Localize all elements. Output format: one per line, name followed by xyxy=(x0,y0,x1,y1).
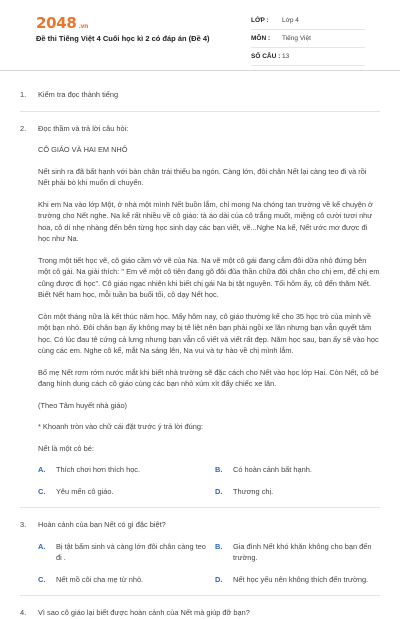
option-text: Nết mồ côi cha mẹ từ nhỏ. xyxy=(56,574,144,584)
header xyxy=(0,0,400,71)
divider xyxy=(20,111,380,112)
option-text: Bị tật bẩm sinh và càng lớn đôi chân càng teo đi . xyxy=(56,541,206,562)
question-3-content xyxy=(38,541,380,586)
logo-sub: .vn xyxy=(78,23,89,30)
divider xyxy=(20,507,380,508)
answer-options xyxy=(38,464,380,497)
option-text: Yêu mến cô giáo. xyxy=(56,486,114,496)
option-text: Nết học yếu nên không thích đến trường. xyxy=(233,574,369,584)
story-paragraph: Nết sinh ra đã bất hạnh với bàn chân trái thiếu ba ngón. Càng lớn, đôi chân Nết lại càng teo đi và rồi Nết phải bò khi muốn di chuyển. xyxy=(38,166,367,187)
question-1 xyxy=(20,89,380,101)
question-number: 1. xyxy=(20,90,27,99)
meta-key: SỐ CÂU : xyxy=(251,53,281,60)
question-number: 4. xyxy=(20,608,27,617)
question-3 xyxy=(20,519,380,531)
meta-value: Tiếng Việt xyxy=(282,35,311,42)
answer-option-d[interactable] xyxy=(215,486,388,498)
divider xyxy=(20,595,380,596)
option-text: Thích chơi hơn thích học. xyxy=(56,465,141,474)
option-letter: B. xyxy=(215,541,223,551)
sub-question: Nết là một cô bé: xyxy=(38,443,94,453)
meta-value: 13 xyxy=(282,53,290,60)
story-title: CÔ GIÁO VÀ HAI EM NHỎ xyxy=(38,145,128,154)
option-letter: C. xyxy=(38,574,46,584)
answer-option-c[interactable] xyxy=(38,486,211,498)
question-number: 3. xyxy=(20,520,27,529)
option-text: Thương chị. xyxy=(233,486,274,496)
meta-row-class xyxy=(251,12,365,30)
option-letter: D. xyxy=(215,486,223,496)
question-text: Kiểm tra đọc thành tiếng xyxy=(38,90,119,99)
story-paragraph: Trong một tiết học vẽ, cô giáo cầm vở vẽ của Na. Na vẽ một cô gái đang cắm đôi dữa nhỏ đứng bên một cô gái. Na giải thích: " Em vẽ một cô tiên đang gõ đôi đũa thần chữa đôi chân cho chị em, để chị em cũng được đi học". Cô giáo ngạc nhiên khi biết chị gái Na bị tật nguyền. Tối hôm ấy, cô đến thăm Nết. Biết Nết ham học, mỗi tuần ba buổi tối, cô dạy Nết học. xyxy=(38,255,380,299)
option-text: Có hoàn cảnh bất hạnh. xyxy=(233,465,312,474)
site-logo[interactable] xyxy=(36,14,88,32)
answer-option-a[interactable] xyxy=(38,541,211,564)
meta-key: LỚP : xyxy=(251,17,269,24)
meta-row-subject xyxy=(251,30,365,48)
question-4 xyxy=(20,607,380,619)
answer-option-c[interactable] xyxy=(38,574,211,586)
option-letter: A. xyxy=(38,465,46,474)
exam-title: Đề thi Tiếng Việt 4 Cuối học kì 2 có đáp án (Đề 4) xyxy=(36,34,210,43)
instruction: * Khoanh tròn vào chữ cái đặt trước ý trả lời đúng: xyxy=(38,422,204,431)
answer-option-a[interactable] xyxy=(38,464,211,476)
question-2 xyxy=(20,123,380,135)
story-paragraph: Còn một tháng nữa là kết thúc năm học. Mấy hôm nay, cô giáo thường kể cho 35 học trò của mình về một bạn nhỏ. Đôi chân bạn ấy không may bị tê liệt nên bạn phải ngồi xe lăn nhưng bạn vẫn quyết tâm học. Có lúc đau tê cứng cả lưng nhưng bạn vẫn cố viết và viết rất đẹp. Năm học sau, bạn ấy sẽ vào học cùng các em. Nghe cô kể, mắt Na sáng lên, Na vui và tự hào về chị mình lắm. xyxy=(38,311,379,355)
question-text: Vì sao cô giáo lại biết được hoàn cảnh của Nết mà giúp đỡ bạn? xyxy=(38,608,250,617)
question-2-content xyxy=(38,144,380,497)
story-paragraph: Khi em Na vào lớp Một, ở nhà một mình Nết buồn lắm, chỉ mong Na chóng tan trường về kể chuyện ở trường cho Nết nghe. Na kể rất nhiều về cô giáo: tà áo dài của cô trắng muốt, miệng cô cười tươi như hoa, cô dí nhẹ nhàng đến bên từng học sinh dạy các bạn viết, vẽ...Nghe Na kể, Nết ước mơ được đi học như Na. xyxy=(38,199,373,243)
story-source: (Theo Tâm huyết nhà giáo) xyxy=(38,400,128,410)
meta-value: Lớp 4 xyxy=(282,17,299,24)
option-letter: D. xyxy=(215,574,223,584)
question-text: Đọc thầm và trả lời câu hỏi: xyxy=(38,123,129,133)
option-letter: B. xyxy=(215,465,223,474)
question-text: Hoàn cảnh của bạn Nết có gì đặc biệt? xyxy=(38,520,166,529)
story-paragraph: Bố mẹ Nết rơm rớm nước mắt khi biết nhà trường sẽ đặc cách cho Nết vào học lớp Hai. Còn Nết, cô bé đang hình dung cách cô giáo cùng các bạn nhỏ xúm xít đẩy chiếc xe lăn. xyxy=(38,367,379,388)
answer-option-b[interactable] xyxy=(215,541,388,564)
meta-row-count xyxy=(251,48,365,66)
answer-options xyxy=(38,541,380,586)
answer-option-d[interactable] xyxy=(215,574,388,586)
option-text: Gia đình Nết khó khăn không cho bạn đến trường. xyxy=(233,541,372,562)
option-letter: A. xyxy=(38,541,46,551)
answer-option-b[interactable] xyxy=(215,464,388,476)
meta-key: MÔN : xyxy=(251,35,271,42)
option-letter: C. xyxy=(38,486,46,496)
exam-body xyxy=(20,78,380,619)
question-number: 2. xyxy=(20,123,27,133)
logo-main: 2048 xyxy=(36,14,77,32)
exam-meta xyxy=(251,12,365,66)
